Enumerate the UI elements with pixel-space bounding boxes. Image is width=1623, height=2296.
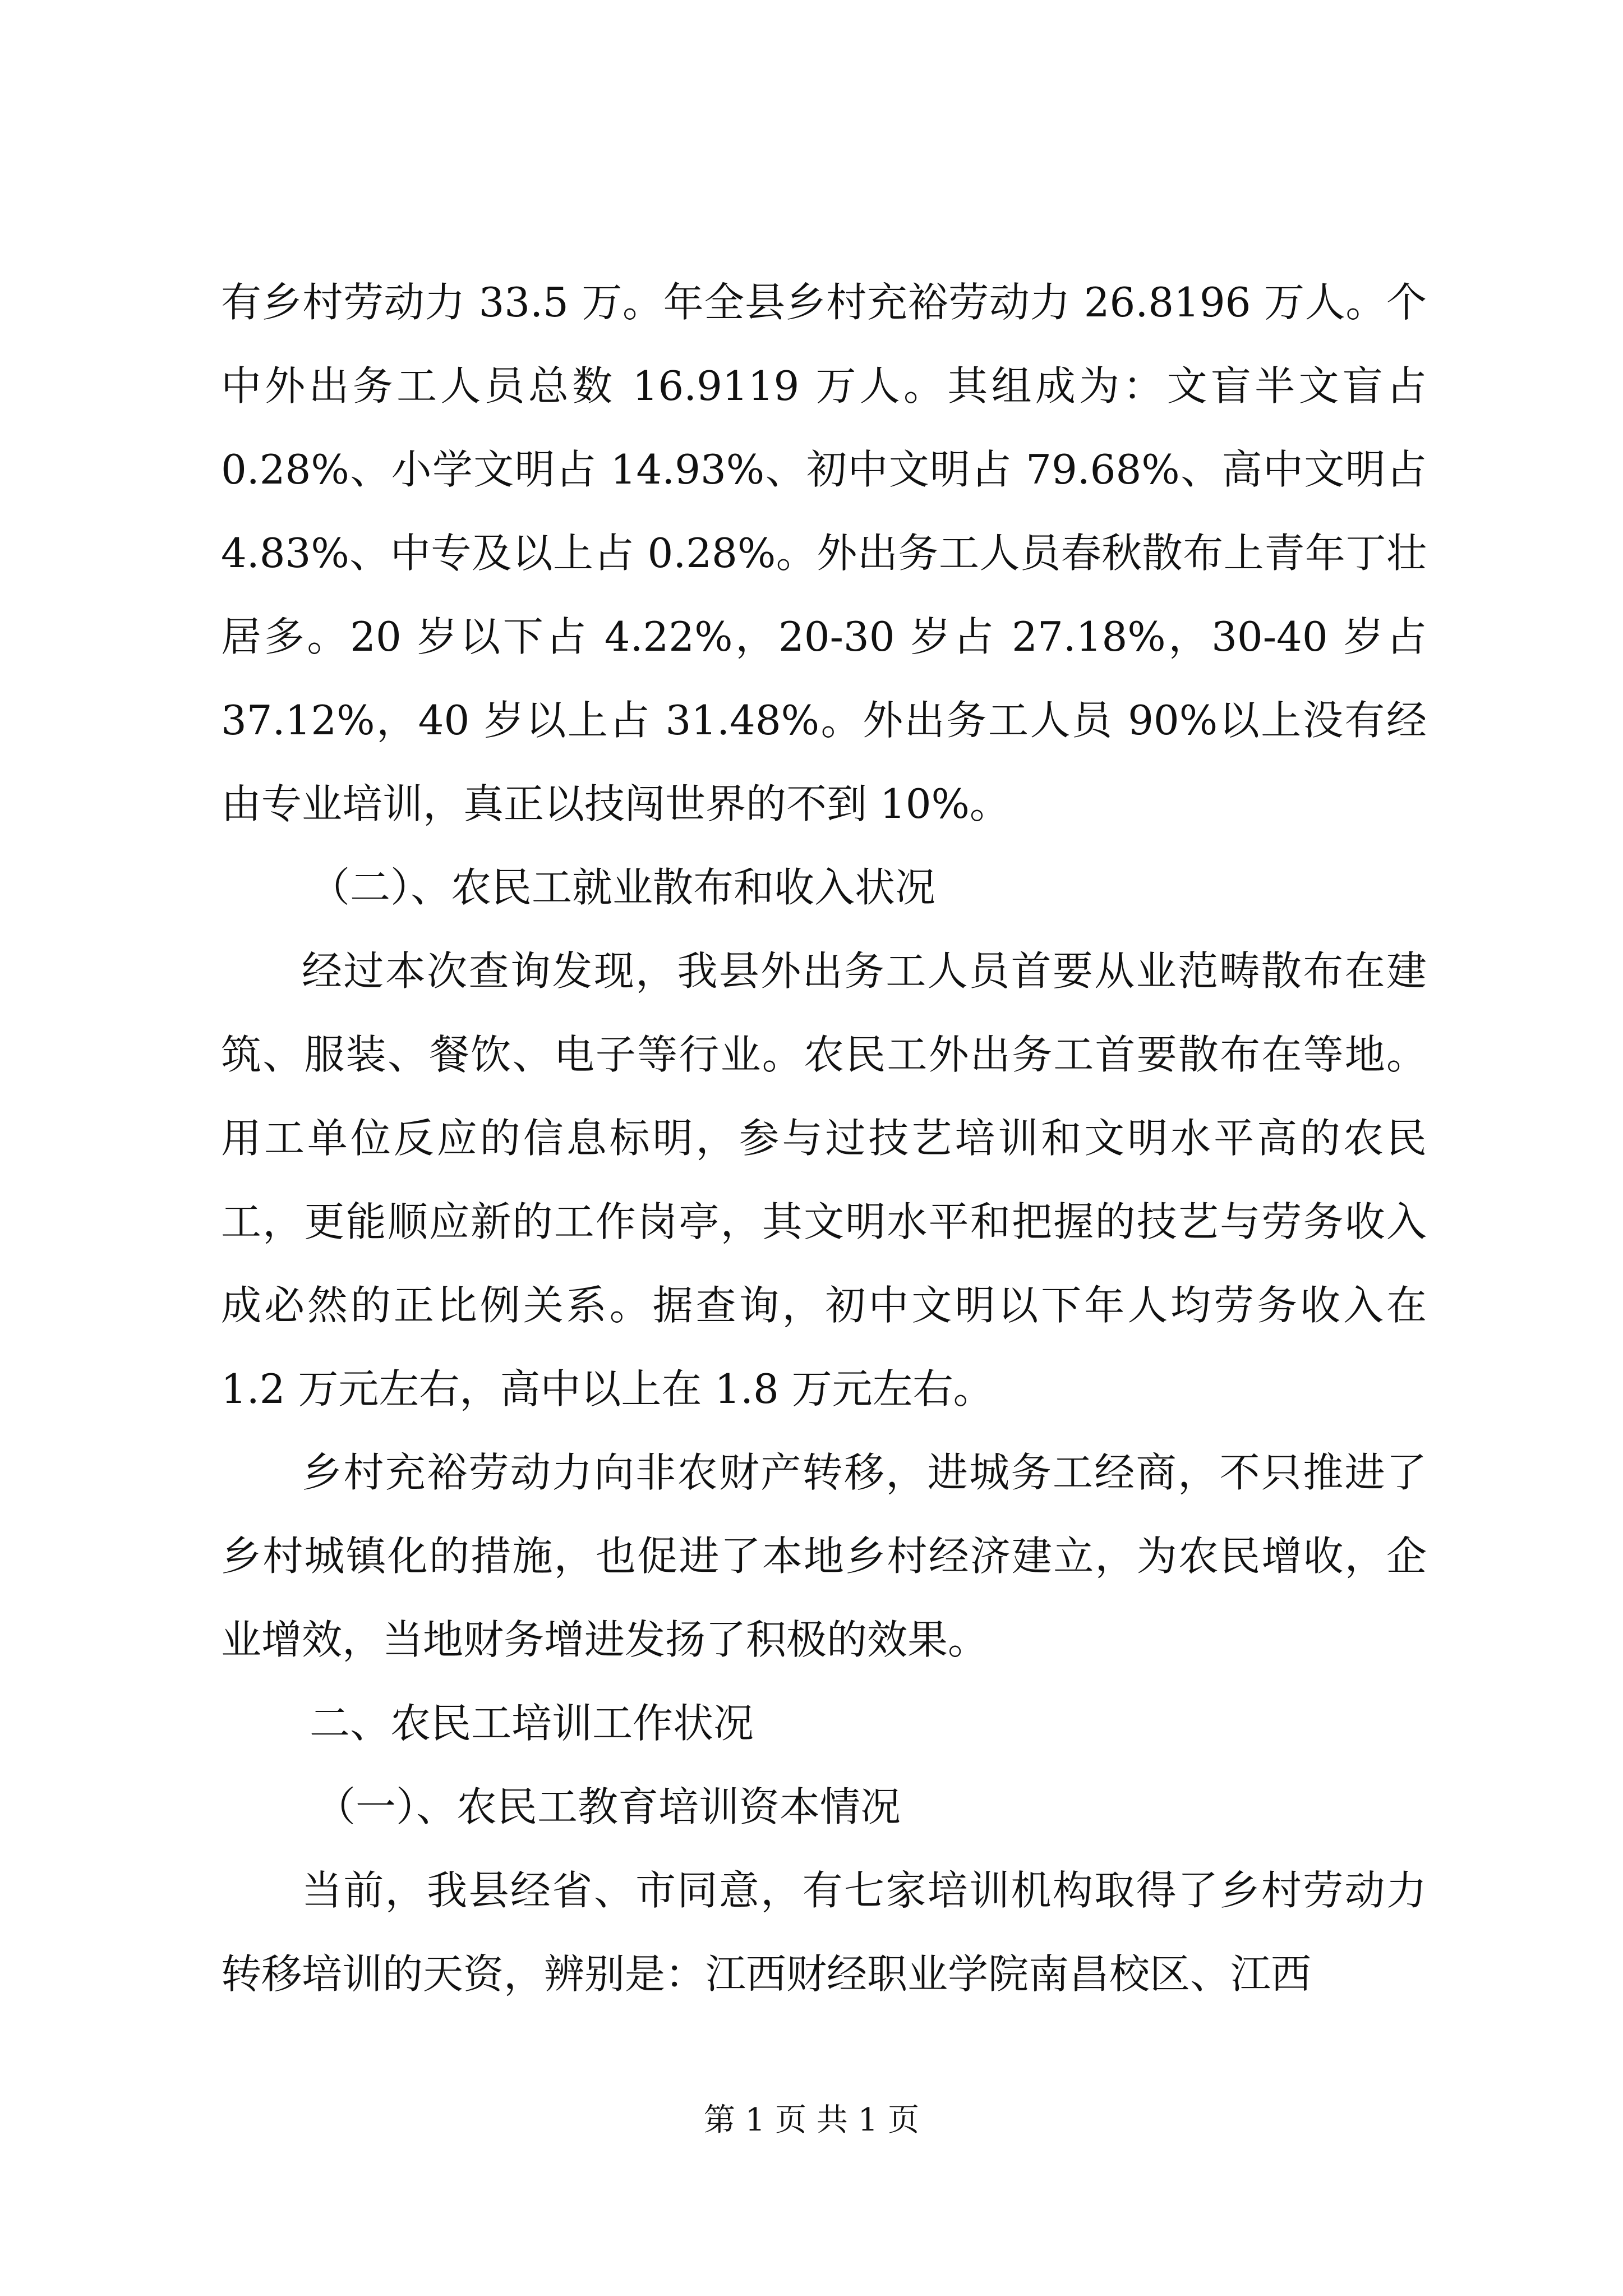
paragraph-labor-transfer: 乡村充裕劳动力向非农财产转移，进城务工经商，不只推进了乡村城镇化的措施，也促进了本地乡村经济建立，为农民增收，企业增效，当地财务增进发扬了积极的效果。 xyxy=(221,1449,1427,1663)
document-body xyxy=(221,261,1427,2016)
section-heading-training-work: 二、农民工培训工作状况 xyxy=(310,1700,754,1747)
paragraph-continuation: 有乡村劳动力 33.5 万。年全县乡村充裕劳动力 26.8196 万人。个中外出务工人员总数 16.9119 万人。其组成为：文盲半文盲占 0.28%、小学文明占 14.93%、初中文明占 79.68%、高中文明占 4.83%、中专及以上占 0.28%。外出务工人员春秋散布上青年丁壮居多。20 岁以下占 4.22%，20-30 岁占 27.18%，30-40 岁占 37.12%，40 岁以上占 31.48%。外出务工人员 90%以上没有经由专业培训，真正以技闯世界的不到 10%。 xyxy=(221,279,1427,827)
section-heading-employment-income: （二）、农民工就业散布和收入状况 xyxy=(310,864,936,911)
paragraph-training-institutions: 当前，我县经省、市同意，有七家培训机构取得了乡村劳动力转移培训的天资，辨别是：江西财经职业学院南昌校区、江西 xyxy=(221,1867,1427,1998)
paragraph-employment: 经过本次查询发现，我县外出务工人员首要从业范畴散布在建筑、服装、餐饮、电子等行业。农民工外出务工首要散布在等地。用工单位反应的信息标明，参与过技艺培训和文明水平高的农民工，更能顺应新的工作岗亭，其文明水平和把握的技艺与劳务收入成必然的正比例关系。据查询，初中文明以下年人均劳务收入在 1.2 万元左右，高中以上在 1.8 万元左右。 xyxy=(221,947,1427,1412)
page-footer: 第 1 页 共 1 页 xyxy=(703,2102,920,2138)
section-subheading-training-resources: （一）、农民工教育培训资本情况 xyxy=(315,1783,901,1830)
